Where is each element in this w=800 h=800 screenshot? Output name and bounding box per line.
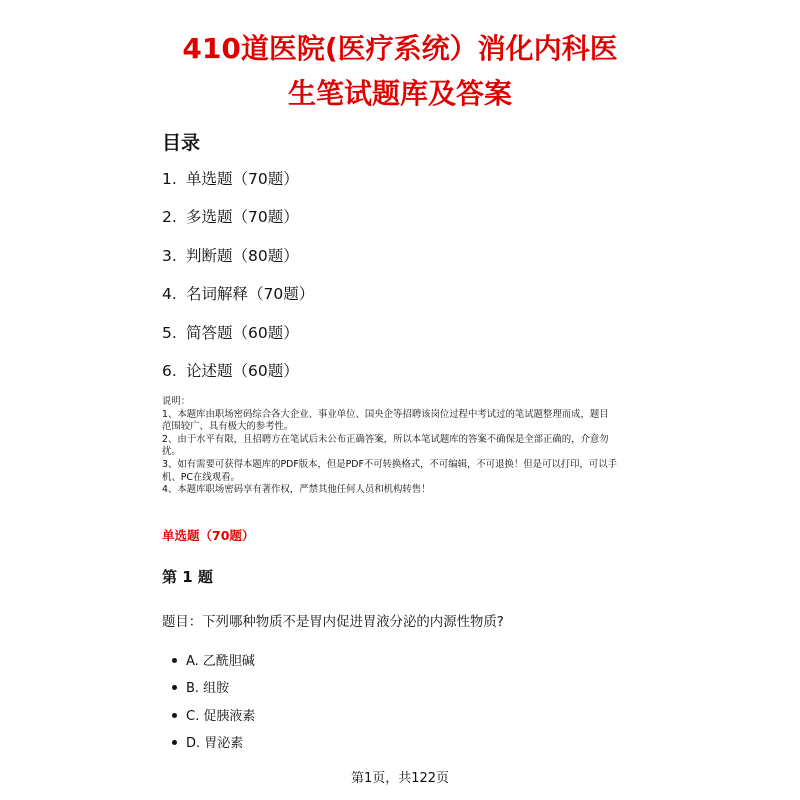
answer-option-text: D. 胃泌素 [186, 736, 244, 752]
toc-item-label: 单选题（70题） [186, 170, 299, 188]
answer-option [172, 707, 255, 734]
bullet-icon [172, 713, 177, 718]
notes-line: 3、如有需要可获得本题库的PDF版本，但是PDF不可转换格式，不可编辑，不可退换！但是可以打印，可以手 [162, 458, 617, 470]
toc-item [162, 244, 314, 282]
question-number: 第 1 题 [162, 568, 213, 586]
notes-line: 范围较广、具有极大的参考性。 [162, 421, 294, 433]
toc-item-number: 4. [162, 285, 177, 304]
toc-item [162, 321, 314, 359]
notes-line: 扰。 [162, 446, 181, 458]
toc-item-number: 2. [162, 208, 177, 227]
toc-heading: 目录 [162, 132, 201, 154]
document-title-line-1: 410道医院(医疗系统）消化内科医 [182, 32, 618, 65]
answer-option-text: A. 乙酰胆碱 [186, 654, 255, 669]
toc-item-number: 1. [162, 170, 177, 188]
answer-option-text: B. 组胺 [186, 681, 230, 697]
notes-line: 2、由于水平有限，且招聘方在笔试后未公布正确答案，所以本笔试题库的答案不确保是全部正确的，介意勿 [162, 433, 609, 445]
bullet-icon [172, 658, 177, 663]
document-title-line-2: 生笔试题库及答案 [287, 77, 512, 110]
toc-item-number: 5. [162, 323, 177, 342]
toc-item-label: 名词解释（70题） [186, 285, 315, 304]
notes-line: 4、本题库职场密码享有著作权，严禁其他任何人员和机构转售！ [162, 484, 431, 496]
toc-item-label: 判断题（80题） [186, 246, 299, 265]
answer-option [172, 679, 255, 706]
toc-item [162, 282, 314, 320]
answer-option-text: C. 促胰液素 [186, 708, 256, 724]
toc-item-number: 6. [162, 361, 177, 380]
toc-item-label: 论述题（60题） [186, 361, 299, 380]
bullet-icon [172, 685, 177, 690]
answer-options [172, 652, 255, 762]
toc-item-label: 多选题（70题） [186, 208, 299, 227]
notes-block [162, 396, 657, 497]
toc-item [162, 359, 314, 397]
bullet-icon [172, 740, 177, 745]
answer-option [172, 734, 255, 761]
toc-item-label: 简答题（60题） [186, 323, 299, 342]
notes-line: 1、本题库由职场密码综合各大企业、事业单位、国央企等招聘该岗位过程中考试过的笔试题整理而成，题目 [162, 408, 609, 420]
notes-line: 机、PC在线观看。 [162, 471, 240, 483]
question-text: 题目：下列哪种物质不是胃内促进胃液分泌的内源性物质? [162, 615, 504, 630]
toc-list [162, 167, 314, 397]
toc-item [162, 167, 314, 205]
toc-item-number: 3. [162, 246, 177, 265]
toc-item [162, 205, 314, 243]
notes-heading: 说明： [162, 396, 191, 407]
section-title: 单选题（70题） [162, 528, 255, 543]
answer-option [172, 652, 255, 679]
page-footer: 第1页，共122页 [350, 771, 450, 786]
